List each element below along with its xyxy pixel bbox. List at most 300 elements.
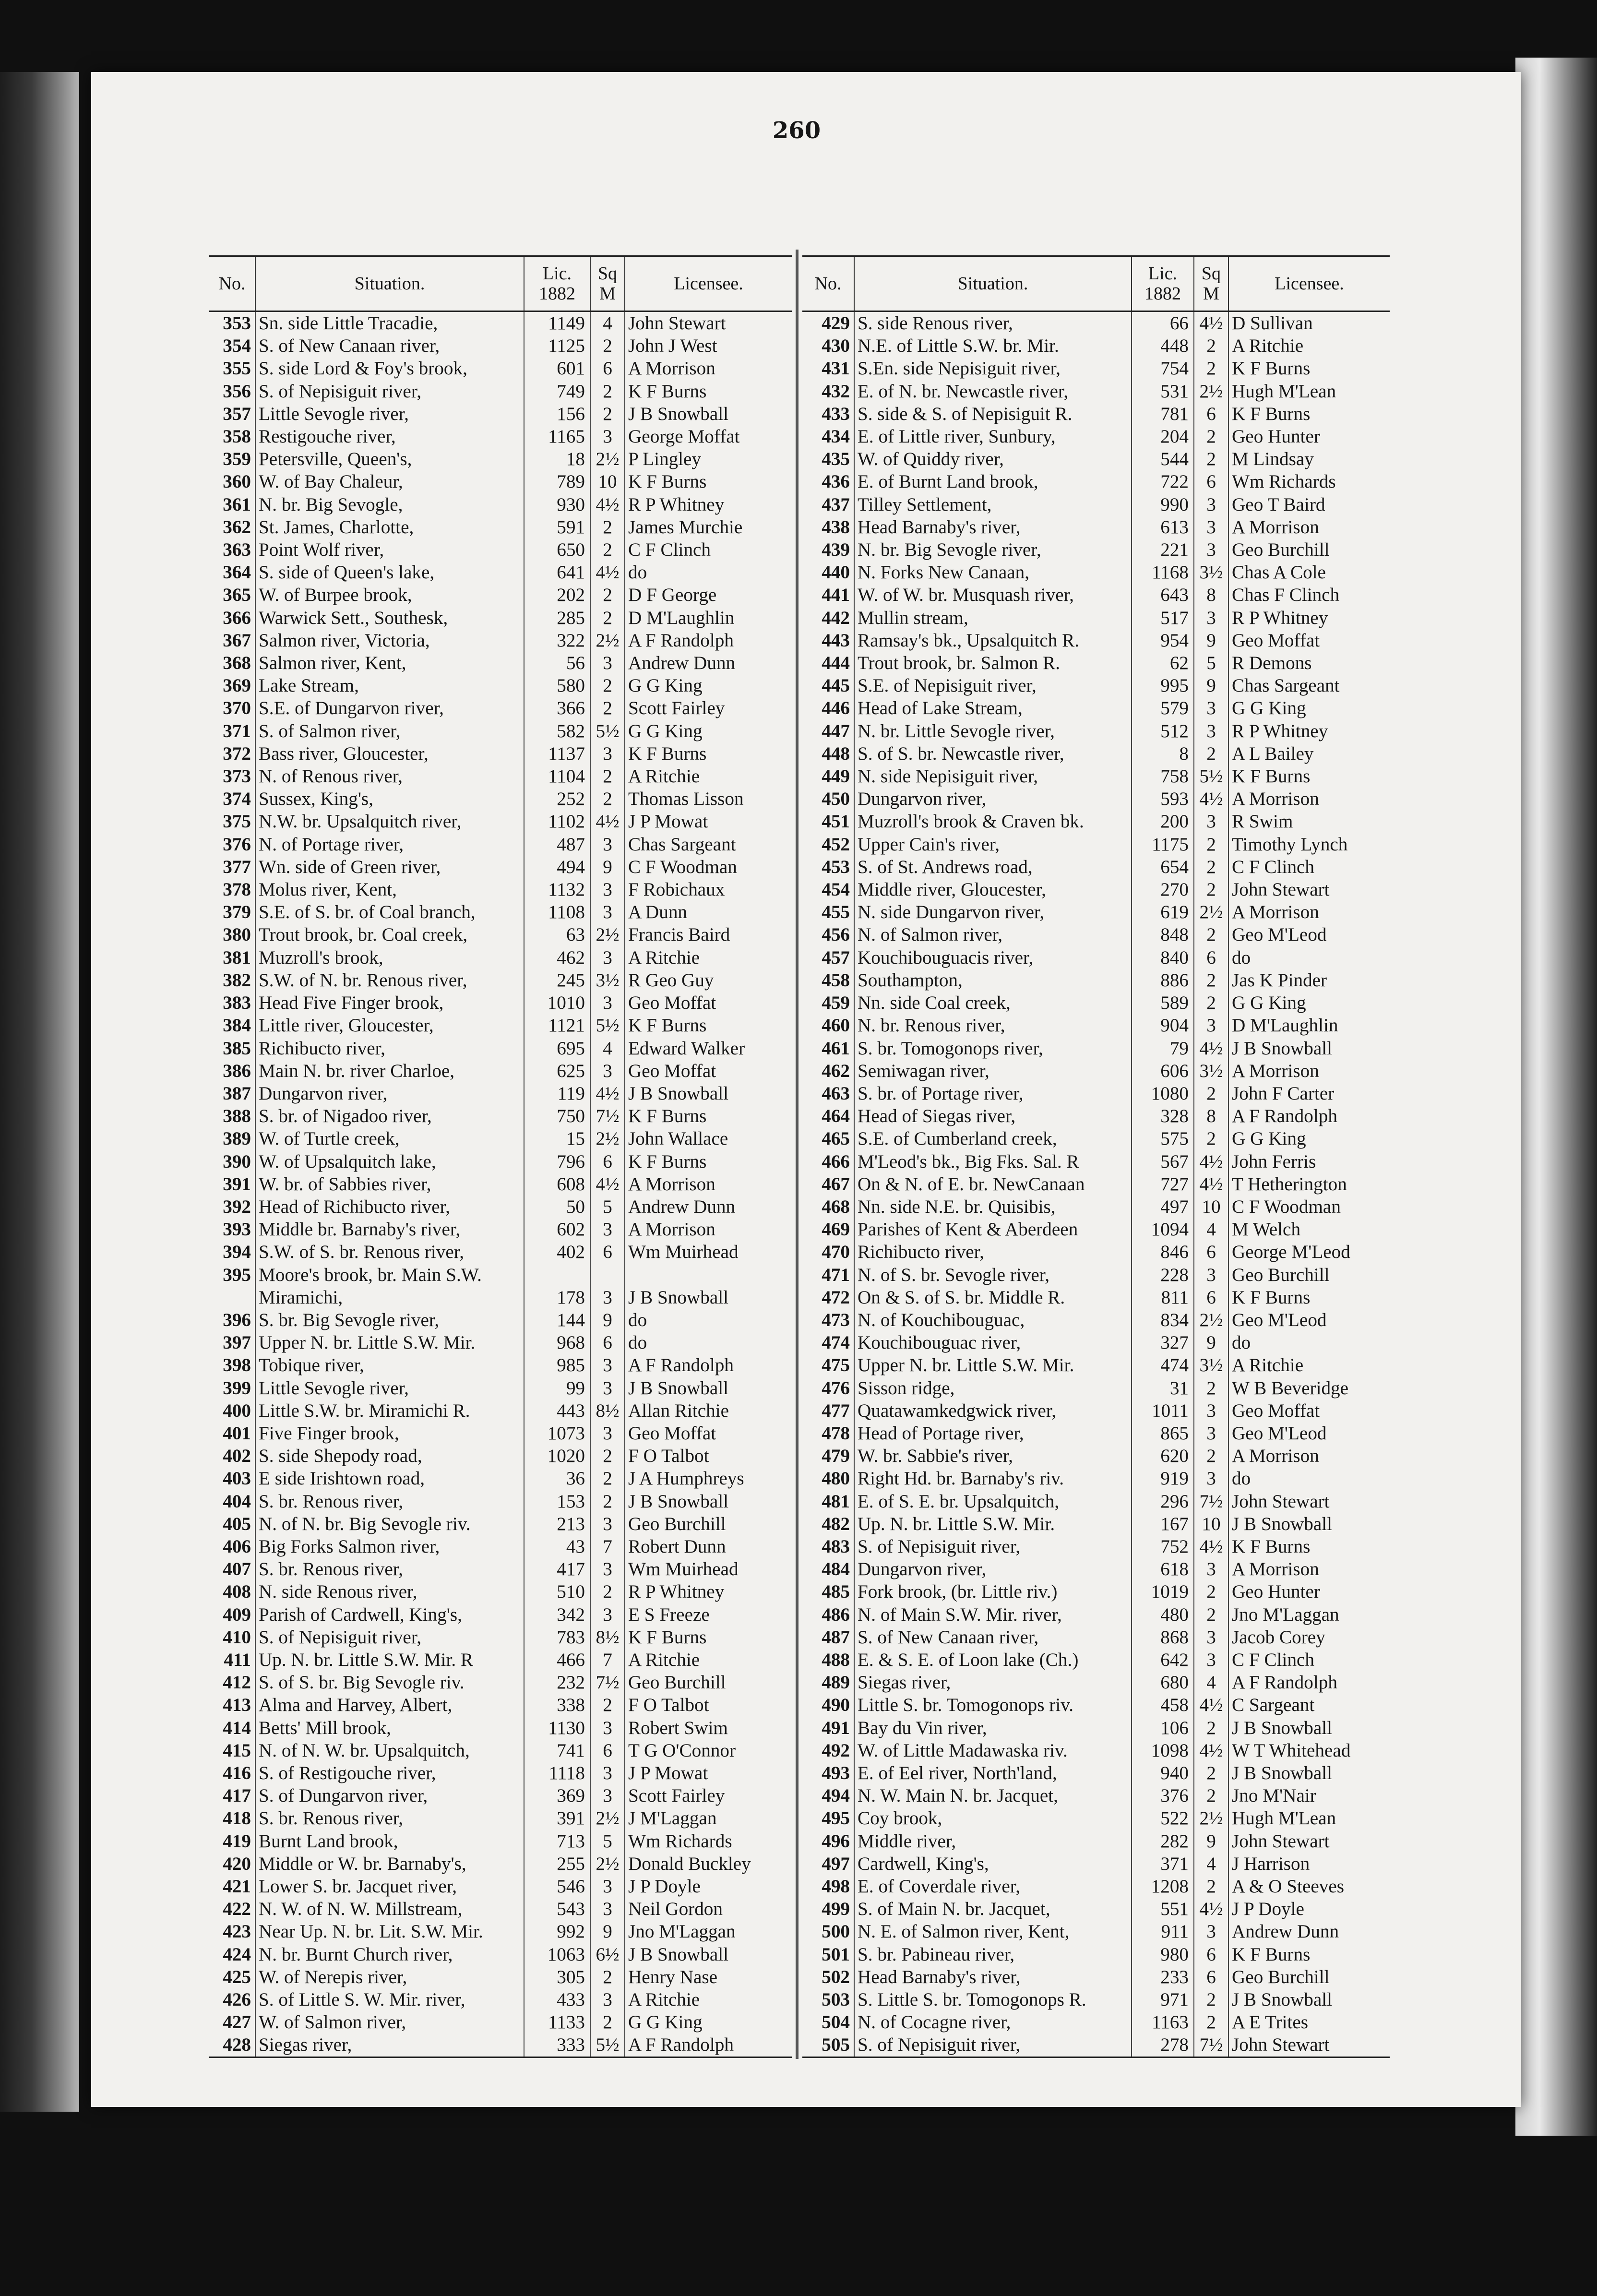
cell-situation: N. of Portage river,: [255, 833, 524, 856]
cell-licensee: K F Burns: [1228, 357, 1390, 380]
cell-lic: 1121: [524, 1014, 590, 1037]
table-row: [802, 1173, 1390, 1196]
cell-no: 420: [223, 1853, 251, 1874]
cell-lic: 601: [524, 357, 590, 380]
cell-lic: 606: [1132, 1060, 1194, 1082]
cell-lic: 741: [524, 1739, 590, 1762]
cell-situation: S.E. of Dungarvon river,: [255, 697, 524, 719]
cell-no: 390: [223, 1151, 251, 1172]
cell-licensee: Wm Muirhead: [625, 1241, 792, 1263]
cell-no: 474: [822, 1332, 850, 1353]
table-row: [802, 1082, 1390, 1105]
cell-no: 399: [223, 1377, 251, 1399]
table-row: [209, 1580, 792, 1603]
cell-no: 424: [223, 1944, 251, 1965]
cell-situation: Trout brook, br. Salmon R.: [854, 652, 1132, 674]
cell-lic: 8: [1132, 742, 1194, 765]
table-row: [802, 856, 1390, 878]
cell-situation: Bay du Vin river,: [854, 1717, 1132, 1739]
table-row: [802, 1105, 1390, 1127]
cell-situation: S. br. Renous river,: [255, 1490, 524, 1513]
cell-situation: W. br. Sabbie's river,: [854, 1445, 1132, 1467]
cell-sq: 9: [1194, 1331, 1228, 1354]
cell-lic: 591: [524, 516, 590, 538]
cell-licensee: Wm Richards: [625, 1830, 792, 1853]
cell-sq: 4½: [590, 493, 625, 516]
table-row: [209, 1399, 792, 1422]
cell-situation: N. Forks New Canaan,: [854, 561, 1132, 584]
cell-licensee: Timothy Lynch: [1228, 833, 1390, 856]
cell-lic: 167: [1132, 1513, 1194, 1535]
cell-lic: 1165: [524, 425, 590, 448]
cell-licensee: C F Clinch: [625, 538, 792, 561]
cell-sq: 2: [1194, 425, 1228, 448]
cell-no: 448: [822, 743, 850, 764]
cell-situation: N. W. Main N. br. Jacquet,: [854, 1784, 1132, 1807]
cell-lic: 602: [524, 1218, 590, 1241]
table-row: [802, 335, 1390, 357]
cell-lic: 1163: [1132, 2011, 1194, 2033]
cell-situation: S. br. of Nigadoo river,: [255, 1105, 524, 1127]
table-row: [209, 425, 792, 448]
cell-no: 353: [223, 313, 251, 334]
cell-licensee: K F Burns: [625, 742, 792, 765]
cell-sq: 3: [590, 1988, 625, 2011]
cell-lic: 462: [524, 946, 590, 969]
cell-no: 490: [822, 1695, 850, 1716]
cell-licensee: do: [1228, 1467, 1390, 1490]
cell-licensee: Geo Burchill: [1228, 1966, 1390, 1988]
cell-situation: W. of Salmon river,: [255, 2011, 524, 2033]
cell-situation: Little Sevogle river,: [255, 403, 524, 425]
cell-sq: 2: [590, 335, 625, 357]
table-row: [209, 923, 792, 946]
cell-situation: Upper N. br. Little S.W. Mir.: [854, 1354, 1132, 1376]
table-row: [802, 1694, 1390, 1716]
cell-no: 368: [223, 653, 251, 674]
cell-no: 481: [822, 1491, 850, 1512]
cell-sq: 3: [590, 1558, 625, 1580]
table-row: [209, 1014, 792, 1037]
cell-no: 487: [822, 1626, 850, 1648]
table-row: [802, 2033, 1390, 2057]
cell-no: 414: [223, 1717, 251, 1738]
cell-no: 377: [223, 856, 251, 877]
table-row: [209, 1920, 792, 1943]
cell-no: 485: [822, 1581, 850, 1602]
cell-licensee: Geo Moffat: [625, 1060, 792, 1082]
table-row: [802, 1445, 1390, 1467]
cell-licensee: J B Snowball: [625, 1082, 792, 1105]
table-row: [802, 1943, 1390, 1966]
cell-licensee: F Robichaux: [625, 878, 792, 901]
cell-lic: 834: [1132, 1309, 1194, 1331]
cell-no: 428: [209, 2033, 255, 2057]
cell-situation: Up. N. br. Little S.W. Mir.: [854, 1513, 1132, 1535]
cell-sq: 7½: [590, 1105, 625, 1127]
cell-sq: 3: [590, 901, 625, 923]
cell-sq: 4½: [1194, 1739, 1228, 1762]
cell-situation: Trout brook, br. Coal creek,: [255, 923, 524, 946]
cell-situation: Muzroll's brook,: [255, 946, 524, 969]
cell-no: 491: [822, 1717, 850, 1738]
cell-situation: Middle river,: [854, 1830, 1132, 1853]
table-row: [802, 788, 1390, 810]
cell-lic: 1020: [524, 1445, 590, 1467]
cell-licensee: D Sullivan: [1228, 311, 1390, 335]
cell-licensee: Geo Hunter: [1228, 1580, 1390, 1603]
cell-no: 412: [223, 1672, 251, 1693]
cell-lic: 1108: [524, 901, 590, 923]
cell-no: 379: [223, 902, 251, 923]
cell-lic: 1019: [1132, 1580, 1194, 1603]
cell-no: 439: [822, 539, 850, 561]
cell-licensee: K F Burns: [625, 470, 792, 493]
cell-lic: 15: [524, 1127, 590, 1150]
cell-licensee: A Morrison: [1228, 901, 1390, 923]
cell-lic: 758: [1132, 765, 1194, 788]
cell-situation: S. of Little S. W. Mir. river,: [255, 1988, 524, 2011]
cell-situation: E. of Burnt Land brook,: [854, 470, 1132, 493]
cell-sq: 2: [1194, 357, 1228, 380]
cell-situation: Nn. side N.E. br. Quisibis,: [854, 1196, 1132, 1218]
cell-sq: 3½: [590, 969, 625, 992]
cell-lic: 582: [524, 720, 590, 742]
table-row: [209, 1422, 792, 1445]
cell-no: 471: [822, 1264, 850, 1285]
cell-sq: 2: [590, 765, 625, 788]
page-number: 260: [772, 117, 821, 144]
cell-licensee: J B Snowball: [1228, 1717, 1390, 1739]
cell-lic: 270: [1132, 878, 1194, 901]
cell-sq: 2: [590, 584, 625, 606]
cell-sq: 9: [1194, 674, 1228, 697]
cell-situation: Middle or W. br. Barnaby's,: [255, 1853, 524, 1875]
cell-sq: 3: [1194, 1422, 1228, 1445]
cell-licensee: R Demons: [1228, 652, 1390, 674]
cell-licensee: Geo Moffat: [1228, 629, 1390, 652]
table-row: [209, 1331, 792, 1354]
cell-licensee: W B Beveridge: [1228, 1377, 1390, 1399]
cell-lic: 992: [524, 1920, 590, 1943]
cell-licensee: Robert Dunn: [625, 1535, 792, 1558]
cell-lic: 650: [524, 538, 590, 561]
table-row: [209, 720, 792, 742]
cell-no: 472: [822, 1287, 850, 1308]
cell-no: 376: [223, 834, 251, 855]
table-row: [802, 720, 1390, 742]
cell-lic: 443: [524, 1399, 590, 1422]
cell-no: 387: [223, 1083, 251, 1104]
table-row: [209, 1626, 792, 1649]
cell-lic: 50: [524, 1196, 590, 1218]
cell-sq: 3: [1194, 607, 1228, 629]
table-row: [802, 923, 1390, 946]
cell-no: 501: [822, 1944, 850, 1965]
cell-lic: 752: [1132, 1535, 1194, 1558]
cell-situation: N. br. Big Sevogle river,: [854, 538, 1132, 561]
cell-lic: 474: [1132, 1354, 1194, 1376]
cell-lic: 968: [524, 1331, 590, 1354]
cell-no: 451: [822, 811, 850, 832]
table-row: [209, 1082, 792, 1105]
cell-situation: S. Little S. br. Tomogonops R.: [854, 1988, 1132, 2011]
cell-lic: 99: [524, 1377, 590, 1399]
table-row: [209, 1196, 792, 1218]
cell-sq: 3: [590, 1513, 625, 1535]
cell-sq: 2: [590, 788, 625, 810]
cell-situation: N. of Kouchibouguac,: [854, 1309, 1132, 1331]
cell-no: 404: [223, 1491, 251, 1512]
table-body-right: [802, 311, 1390, 2057]
cell-sq: 5½: [590, 1014, 625, 1037]
cell-licensee: K F Burns: [1228, 1943, 1390, 1966]
table-row: [802, 1241, 1390, 1263]
cell-sq: 3: [590, 1717, 625, 1739]
cell-licensee: Hugh M'Lean: [1228, 380, 1390, 403]
cell-situation: N. br. Burnt Church river,: [255, 1943, 524, 1966]
table-row: [209, 403, 792, 425]
cell-situation: N. of S. br. Sevogle river,: [854, 1264, 1132, 1286]
cell-lic: 608: [524, 1173, 590, 1196]
table-row: [802, 380, 1390, 403]
cell-licensee: F O Talbot: [625, 1694, 792, 1716]
cell-situation: Quatawamkedgwick river,: [854, 1399, 1132, 1422]
cell-no: 394: [223, 1242, 251, 1263]
cell-sq: 7½: [1194, 1490, 1228, 1513]
cell-no: 373: [223, 766, 251, 787]
cell-sq: 6: [1194, 470, 1228, 493]
cell-situation: N.W. br. Upsalquitch river,: [255, 810, 524, 833]
cell-sq: 3: [1194, 1626, 1228, 1649]
cell-lic: 1063: [524, 1943, 590, 1966]
cell-licensee: Geo Hunter: [1228, 425, 1390, 448]
cell-licensee: G G King: [1228, 697, 1390, 719]
cell-sq: 6: [590, 1241, 625, 1263]
cell-licensee: K F Burns: [625, 1150, 792, 1173]
table-row: [802, 1762, 1390, 1784]
cell-situation: S. br. of Portage river,: [854, 1082, 1132, 1105]
cell-licensee: Chas Sargeant: [625, 833, 792, 856]
cell-no: 499: [822, 1899, 850, 1920]
cell-situation: N. of Cocagne river,: [854, 2011, 1132, 2033]
table-row: [209, 1717, 792, 1739]
cell-licensee: A & O Steeves: [1228, 1875, 1390, 1898]
table-row: [209, 1037, 792, 1060]
cell-licensee: A F Randolph: [625, 2033, 792, 2057]
cell-licensee: James Murchie: [625, 516, 792, 538]
cell-sq: 8: [1194, 584, 1228, 606]
table-row: [209, 1807, 792, 1830]
cell-situation: S. side Lord & Foy's brook,: [255, 357, 524, 380]
cell-lic: 512: [1132, 720, 1194, 742]
cell-licensee: J B Snowball: [625, 403, 792, 425]
cell-lic: 695: [524, 1037, 590, 1060]
cell-licensee: Jno M'Nair: [1228, 1784, 1390, 1807]
table-row: [209, 1150, 792, 1173]
cell-licensee: R P Whitney: [625, 493, 792, 516]
cell-lic: 153: [524, 1490, 590, 1513]
cell-situation: S. of Nepisiguit river,: [854, 2033, 1132, 2057]
cell-lic: 402: [524, 1241, 590, 1263]
cell-no: 440: [822, 562, 850, 583]
cell-situation: N. of N. W. br. Upsalquitch,: [255, 1739, 524, 1762]
cell-no: 384: [223, 1015, 251, 1036]
cell-no: 383: [223, 993, 251, 1014]
cell-situation: Main N. br. river Charloe,: [255, 1060, 524, 1082]
cell-no: 425: [223, 1966, 251, 1987]
cell-no: 488: [822, 1649, 850, 1670]
cell-no: 493: [822, 1763, 850, 1783]
table-row: [802, 1626, 1390, 1649]
cell-sq: 3: [1194, 1920, 1228, 1943]
cell-licensee: Geo Burchill: [625, 1671, 792, 1694]
cell-situation: W. of Bay Chaleur,: [255, 470, 524, 493]
cell-situation: S. side & S. of Nepisiguit R.: [854, 403, 1132, 425]
cell-sq: 2: [590, 607, 625, 629]
cell-lic: 995: [1132, 674, 1194, 697]
cell-lic: 366: [524, 697, 590, 719]
cell-no: 503: [822, 1989, 850, 2010]
cell-sq: 4½: [1194, 1173, 1228, 1196]
table-row: [802, 1988, 1390, 2011]
cell-licensee: K F Burns: [625, 1105, 792, 1127]
cell-lic: 282: [1132, 1830, 1194, 1853]
cell-no: 419: [223, 1830, 251, 1852]
table-row: [209, 1875, 792, 1898]
cell-licensee: do: [625, 561, 792, 584]
cell-no: 361: [223, 494, 251, 515]
cell-no: 362: [223, 516, 251, 538]
table-row: [209, 357, 792, 380]
cell-lic: 487: [524, 833, 590, 856]
table-row: [802, 765, 1390, 788]
cell-sq: 4: [1194, 1218, 1228, 1241]
table-row: [209, 1671, 792, 1694]
cell-licensee: K F Burns: [1228, 765, 1390, 788]
cell-no: 408: [223, 1581, 251, 1602]
cell-situation: N. of Salmon river,: [854, 923, 1132, 946]
cell-sq: 5½: [590, 720, 625, 742]
table-row: [802, 1127, 1390, 1150]
table-row: [802, 584, 1390, 606]
cell-no: 438: [822, 516, 850, 538]
table-row: [802, 1331, 1390, 1354]
cell-situation: E side Irishtown road,: [255, 1467, 524, 1490]
cell-licensee: Hugh M'Lean: [1228, 1807, 1390, 1830]
cell-lic: 144: [524, 1309, 590, 1331]
cell-no: 446: [822, 698, 850, 719]
cell-lic: 1137: [524, 742, 590, 765]
cell-sq: 2: [590, 1694, 625, 1716]
cell-no: 396: [223, 1309, 251, 1330]
cell-situation: Alma and Harvey, Albert,: [255, 1694, 524, 1716]
cell-no: 449: [822, 766, 850, 787]
cell-situation: E. & S. E. of Loon lake (Ch.): [854, 1649, 1132, 1671]
cell-no: 401: [223, 1423, 251, 1444]
cell-lic: 200: [1132, 810, 1194, 833]
cell-sq: 3: [1194, 1014, 1228, 1037]
cell-situation: N. side Renous river,: [255, 1580, 524, 1603]
cell-no: 398: [223, 1355, 251, 1376]
table-row: [802, 561, 1390, 584]
cell-situation: W. of Burpee brook,: [255, 584, 524, 606]
cell-situation: S. of Restigouche river,: [255, 1762, 524, 1784]
cell-no: 432: [822, 381, 850, 402]
cell-no: [209, 1286, 255, 1309]
cell-no: 388: [223, 1106, 251, 1127]
cell-no: 371: [223, 720, 251, 741]
cell-situation: E. of Eel river, North'land,: [854, 1762, 1132, 1784]
cell-lic: 848: [1132, 923, 1194, 946]
cell-no: 392: [223, 1196, 251, 1217]
cell-situation: S. br. Renous river,: [255, 1558, 524, 1580]
cell-licensee: M Lindsay: [1228, 448, 1390, 470]
cell-lic: 531: [1132, 380, 1194, 403]
cell-lic: 713: [524, 1830, 590, 1853]
cell-sq: 6½: [590, 1943, 625, 1966]
cell-situation: Tilley Settlement,: [854, 493, 1132, 516]
cell-licensee: Wm Richards: [1228, 470, 1390, 493]
cell-no: 445: [822, 675, 850, 696]
cell-situation: S. of Nepisiguit river,: [255, 1626, 524, 1649]
cell-sq: 3: [590, 1060, 625, 1082]
cell-sq: 2: [1194, 992, 1228, 1014]
header-situation: Situation.: [255, 256, 524, 311]
cell-situation: Siegas river,: [255, 2033, 524, 2057]
cell-sq: 2: [590, 538, 625, 561]
cell-sq: 6: [1194, 1241, 1228, 1263]
cell-situation: S. br. Tomogonops river,: [854, 1037, 1132, 1060]
cell-licensee: J B Snowball: [625, 1490, 792, 1513]
cell-sq: 6: [590, 357, 625, 380]
table-row: [802, 1966, 1390, 1988]
cell-situation: Tobique river,: [255, 1354, 524, 1376]
cell-licensee: A Morrison: [1228, 788, 1390, 810]
table-row: [802, 1717, 1390, 1739]
cell-lic: 328: [1132, 1105, 1194, 1127]
cell-lic: 620: [1132, 1445, 1194, 1467]
table-row: [802, 425, 1390, 448]
cell-lic: 543: [524, 1898, 590, 1920]
table-row: [209, 1535, 792, 1558]
cell-situation: S. of S. br. Newcastle river,: [854, 742, 1132, 765]
cell-licensee: A Ritchie: [625, 765, 792, 788]
table-row: [802, 901, 1390, 923]
table-row: [802, 1898, 1390, 1920]
cell-situation: St. James, Charlotte,: [255, 516, 524, 538]
cell-situation: S.W. of N. br. Renous river,: [255, 969, 524, 992]
cell-situation: Middle br. Barnaby's river,: [255, 1218, 524, 1241]
cell-situation: Wn. side of Green river,: [255, 856, 524, 878]
table-row: [802, 1784, 1390, 1807]
cell-lic: 18: [524, 448, 590, 470]
cell-sq: 2: [1194, 1784, 1228, 1807]
cell-licensee: Geo Burchill: [625, 1513, 792, 1535]
cell-lic: 1098: [1132, 1739, 1194, 1762]
table-row: [209, 1467, 792, 1490]
cell-lic: 221: [1132, 538, 1194, 561]
cell-sq: 6: [590, 1739, 625, 1762]
cell-no: 498: [822, 1876, 850, 1897]
cell-no: 463: [822, 1083, 850, 1104]
cell-licensee: C F Clinch: [1228, 1649, 1390, 1671]
cell-licensee: R P Whitney: [1228, 720, 1390, 742]
cell-situation: Five Finger brook,: [255, 1422, 524, 1445]
cell-lic: 233: [1132, 1966, 1194, 1988]
table-row: [209, 448, 792, 470]
cell-no: 470: [822, 1242, 850, 1263]
